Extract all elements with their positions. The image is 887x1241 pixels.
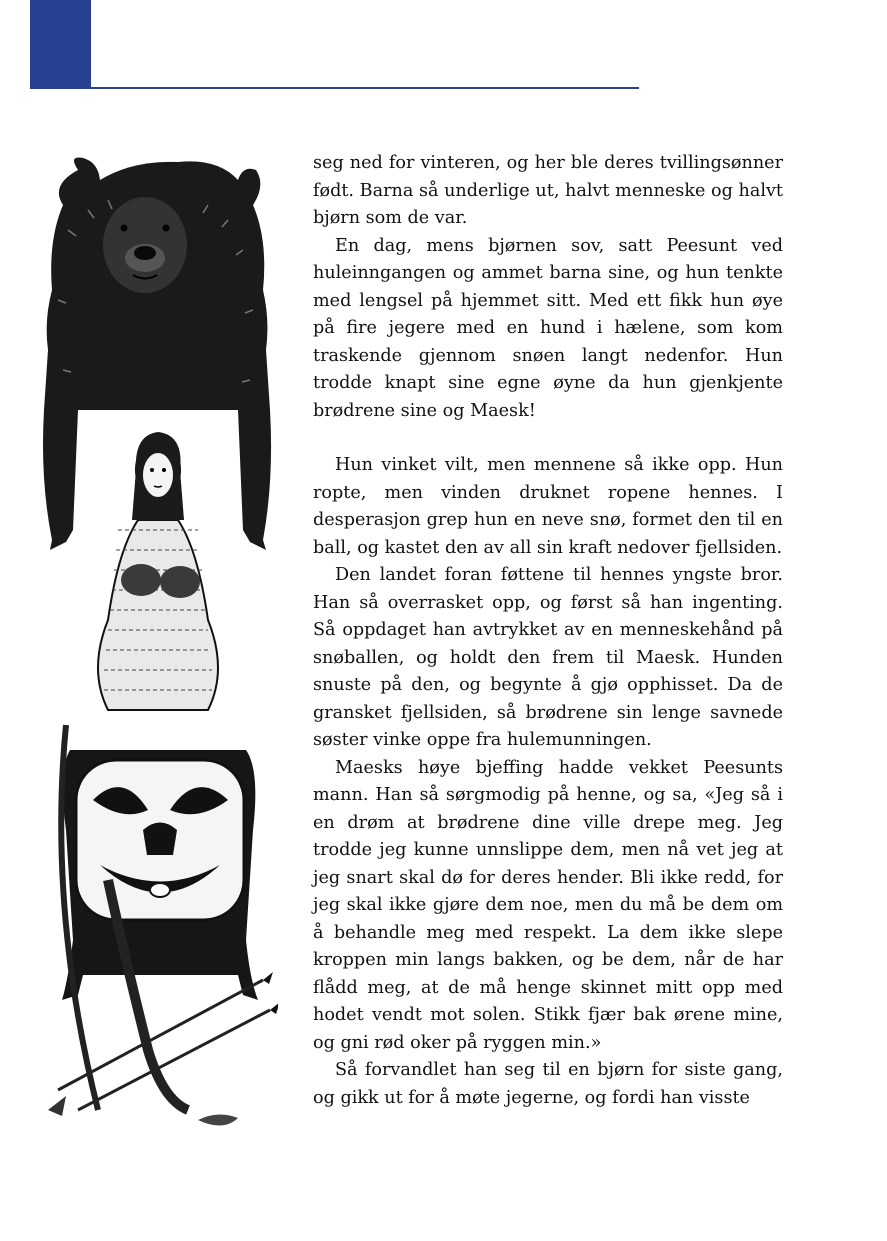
body-text	[313, 150, 783, 1112]
paragraph: seg ned for vinteren, og her ble deres tvillingsønner født. Barna så underlige ut, halvt menneske og halvt bjørn som de var.	[313, 153, 783, 228]
paragraph: Den landet foran føttene til hennes yngste bror. Han så overrasket opp, og først så han ingenting. Så oppdaget han avtrykket av en menneskehånd på snøballen, og holdt den frem til Maesk. Hunden snuste på den, og begynte å gjø opphisset. Da de gransket fjellsiden, så brødrene sin lenge savnede søster vinke oppe fra hulemunningen.	[313, 565, 783, 750]
paragraph: En dag, mens bjørnen sov, satt Peesunt ved huleinngangen og ammet barna sine, og hun tenkte med lengsel på hjemmet sitt. Med ett fikk hun øye på fire jegere med en hund i hælene, som kom traskende gjennom snøen langt nedenfor. Hun trodde knapt sine egne øyne da hun gjenkjente brødrene sine og Maesk!	[313, 235, 783, 421]
totem-mask-icon	[62, 750, 258, 1000]
paragraph: Så forvandlet han seg til en bjørn for siste gang, og gikk ut for å møte jegerne, og fordi han visste	[313, 1060, 783, 1108]
paragraph: Hun vinket vilt, men mennene så ikke opp. Hun ropte, men vinden druknet ropene hennes. I desperasjon grep hun en neve snø, formet den til en ball, og kastet den av all sin kraft nedover fjellsiden.	[313, 455, 783, 558]
illustration	[38, 150, 278, 1135]
header-color-block	[30, 0, 91, 89]
woman-with-cubs-icon	[98, 432, 218, 710]
paragraph: Maesks høye bjeffing hadde vekket Peesunts mann. Han så sørgmodig på henne, og sa, «Jeg så i en drøm at brødrene dine ville drepe meg. Jeg trodde jeg kunne unnslippe dem, men nå vet jeg at jeg snart skal dø for deres hender. Bli ikke redd, for jeg skal ikke gjøre dem noe, men du må be dem om å behandle meg med respekt. La dem ikke slepe kroppen min langs bakken, og be dem, når de har flådd meg, at de må henge skinnet mitt opp med hodet vendt mot solen. Stikk fjær bak ørene mine, og gni rød oker på ryggen min.»	[313, 757, 783, 1053]
page-header	[0, 0, 887, 95]
header-rule	[91, 87, 639, 89]
